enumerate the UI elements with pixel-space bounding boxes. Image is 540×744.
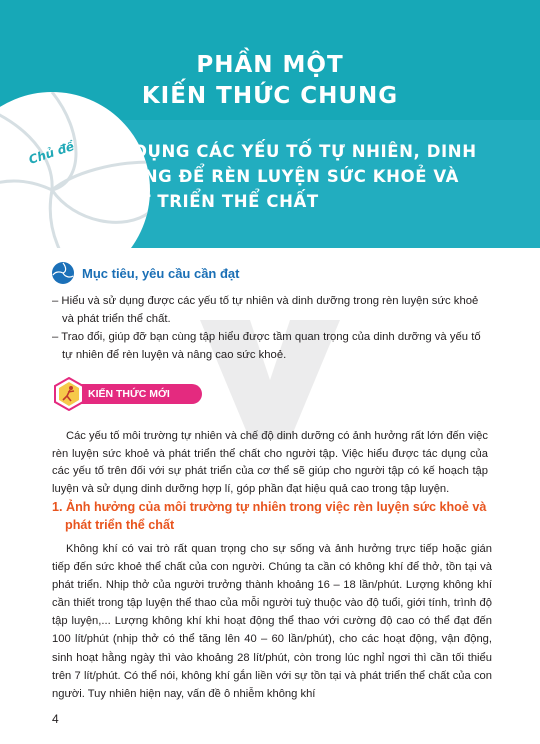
topic-title: [100, 139, 520, 214]
goals-title: Mục tiêu, yêu cầu cần đạt: [82, 265, 240, 281]
athlete-hexagon-icon: [52, 377, 86, 411]
new-knowledge-label: KIẾN THỨC MỚI: [88, 388, 170, 400]
intro-paragraph: [52, 428, 488, 498]
volleyball-bullet-icon: [52, 262, 74, 284]
goal-item: – Hiểu và sử dụng được các yếu tố tự nhiên và dinh dưỡng trong rèn luyện sức khoẻ và phát triển thể chất.: [52, 295, 479, 325]
intro-text: Các yếu tố môi trường tự nhiên và chế độ dinh dưỡng có ảnh hưởng rất lớn đến việc rèn luyện sức khoẻ và phát triển thể chất cho người tập. Việc hiểu được tác dụng của các yếu tố trên đối với sự phát triển của cơ thể sẽ giúp cho người tập có kế hoạch tập luyện và sử dụng dinh dưỡng hợp lí, góp phần đạt hiệu quả cao trong tập luyện.: [52, 430, 488, 495]
part-title-line-1: PHẦN MỘT: [196, 52, 344, 78]
section-1-title: [52, 498, 492, 534]
section-1-title-line-2: phát triển thể chất: [65, 518, 175, 532]
new-knowledge-banner: [52, 379, 204, 409]
topic-title-line-2: DƯỠNG ĐỂ RÈN LUYỆN SỨC KHOẺ VÀ: [100, 167, 460, 186]
section-1-title-line-1: 1. Ảnh hưởng của môi trường tự nhiên trong việc rèn luyện sức khoẻ và: [52, 500, 487, 514]
section-1-paragraph: Không khí có vai trò rất quan trọng cho sự sống và ảnh hưởng trực tiếp hoặc gián tiếp đến sức khoẻ thể chất của con người. Chúng ta cần có không khí để thở, tồn tại và phát triển. Nhịp thở của người trưởng thành khoảng 16 – 18 lần/phút. Lượng không khí cần thiết trong tập luyện thể thao của mỗi người tuỳ thuộc vào độ tuổi, giới tính, trình độ tập luyện,... Lượng không khí khi hoạt động thể thao với cường độ cao có thể đạt đến 100 lít/phút (nhịp thở có thể tăng lên 40 – 60 lần/phút), cho các hoạt động, vận động, sinh hoạt hằng ngày thì vào khoảng 28 lít/phút, còn trong lúc nghỉ ngơi thì cần tối thiểu trên 7 lít/phút. Có thể nói, không khí gắn liền với sự tồn tại và phát triển thể chất của con người. Tuy nhiên hiện nay, vấn đề ô nhiễm không khí: [52, 543, 492, 700]
page-number: 4: [52, 712, 59, 726]
goal-item: – Trao đổi, giúp đỡ bạn cùng tập hiểu được tầm quan trọng của dinh dưỡng và yếu tố tự nhiên để rèn luyện và nâng cao sức khoẻ.: [52, 331, 481, 361]
part-title: [0, 50, 540, 112]
topic-title-line-1: SỬ DỤNG CÁC YẾU TỐ TỰ NHIÊN, DINH: [100, 142, 477, 161]
topic-title-line-3: PHÁT TRIỂN THỂ CHẤT: [100, 192, 319, 211]
section-1-body: [52, 540, 492, 703]
part-title-line-2: KIẾN THỨC CHUNG: [141, 83, 399, 109]
chapter-header: [0, 0, 540, 248]
topic-badge: Chủ đề: [26, 139, 76, 167]
goals-heading: [52, 261, 240, 285]
goals-list: [52, 292, 492, 364]
